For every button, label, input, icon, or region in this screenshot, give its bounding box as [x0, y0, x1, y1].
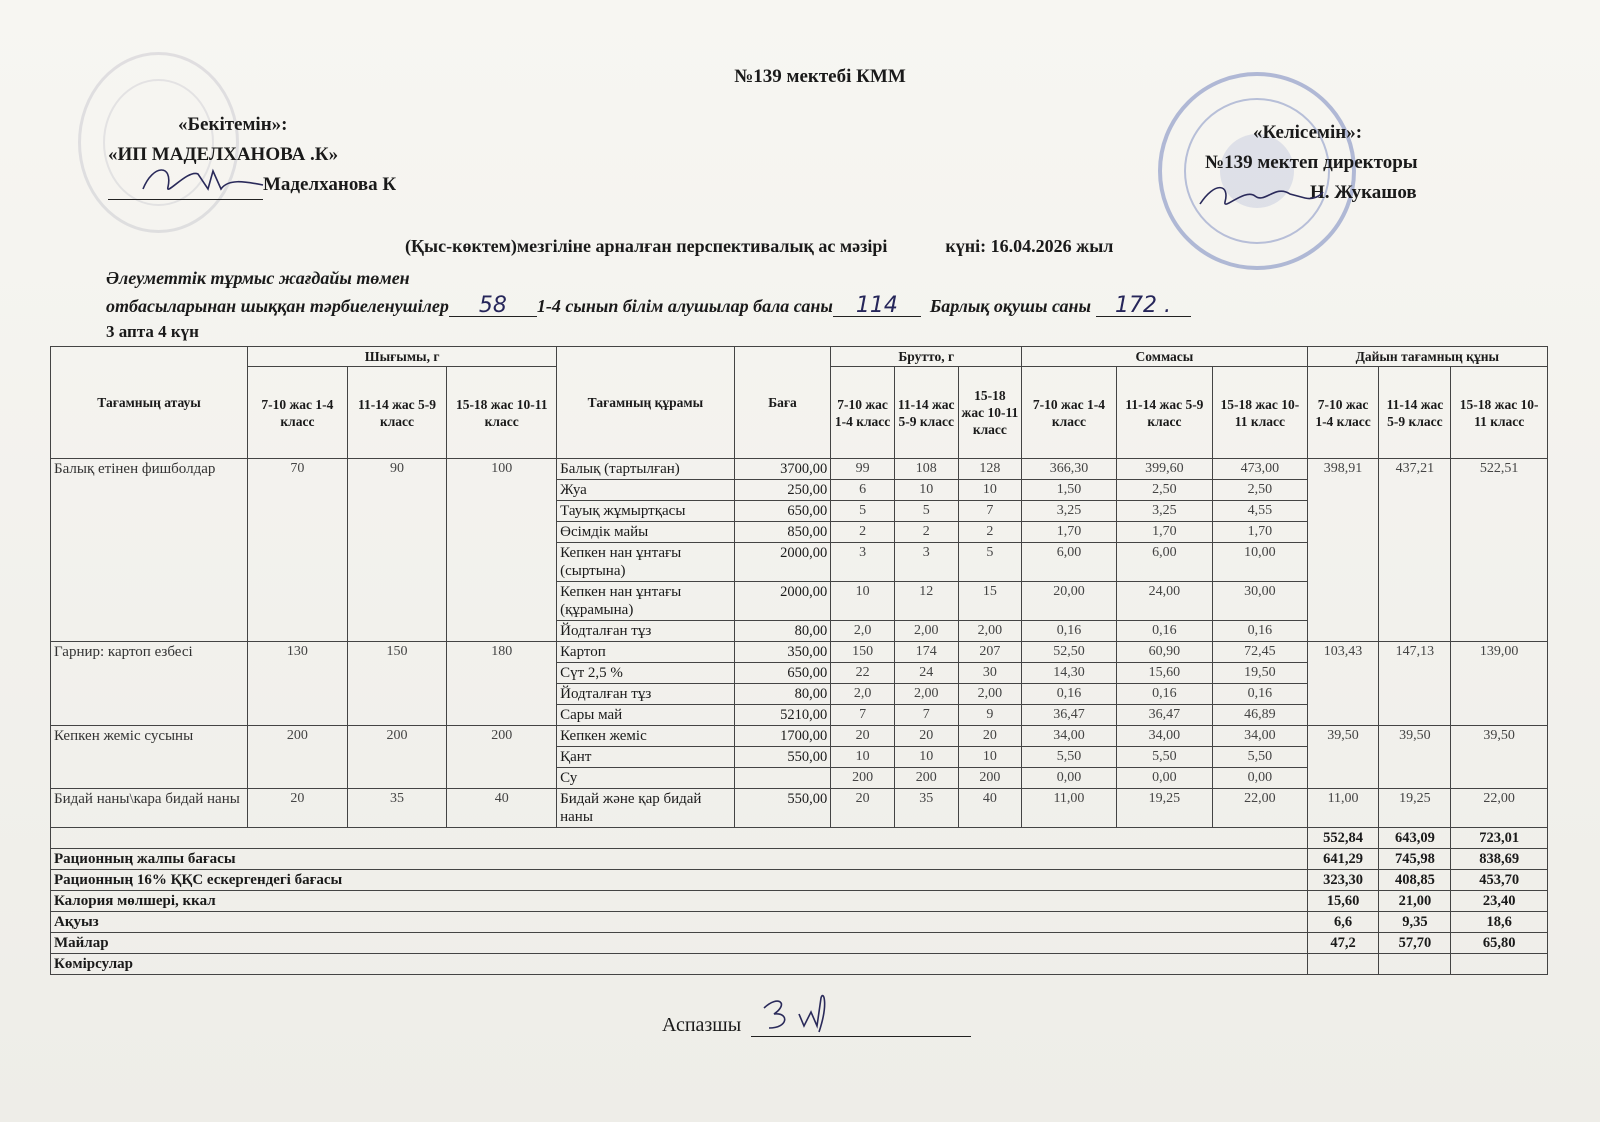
ingredient-sum: 0,16 — [1022, 684, 1116, 705]
ingredient-name: Кепкен жеміс — [557, 726, 735, 747]
ingredient-gross: 2,00 — [958, 621, 1022, 642]
ingredient-gross: 22 — [831, 663, 895, 684]
ingredient-sum: 473,00 — [1213, 459, 1307, 480]
ingredient-sum: 5,50 — [1116, 747, 1213, 768]
ingredient-gross: 99 — [831, 459, 895, 480]
dish-yield: 150 — [347, 642, 447, 726]
ingredient-gross: 200 — [958, 768, 1022, 789]
ingredient-price: 850,00 — [734, 522, 831, 543]
ingredient-price: 80,00 — [734, 684, 831, 705]
cook-label: Аспазшы — [662, 1014, 742, 1036]
ingredient-sum: 2,50 — [1213, 480, 1307, 501]
ingredient-sum: 0,00 — [1022, 768, 1116, 789]
ingredient-name: Өсімдік майы — [557, 522, 735, 543]
ingredient-name: Кепкен нан ұнтағы (құрамына) — [557, 582, 735, 621]
ingredient-sum: 2,50 — [1116, 480, 1213, 501]
ingredient-sum: 4,55 — [1213, 501, 1307, 522]
th-sum-g2: 11-14 жас 5-9 класс — [1116, 367, 1213, 459]
th-gross: Брутто, г — [831, 347, 1022, 367]
ingredient-price: 550,00 — [734, 747, 831, 768]
agree-label: «Келісемін»: — [1253, 122, 1363, 143]
ingredient-sum: 5,50 — [1022, 747, 1116, 768]
ingredient-name: Сары май — [557, 705, 735, 726]
ingredient-sum: 36,47 — [1116, 705, 1213, 726]
ingredient-gross: 108 — [894, 459, 958, 480]
totals-row — [51, 849, 1548, 870]
th-dish: Тағамның атауы — [51, 347, 248, 459]
ingredient-gross: 30 — [958, 663, 1022, 684]
grade-count: 114 — [833, 296, 921, 317]
th-sum-g1: 7-10 жас 1-4 класс — [1022, 367, 1116, 459]
dish-yield: 200 — [248, 726, 348, 789]
ingredient-sum: 3,25 — [1116, 501, 1213, 522]
total-value: 552,84 — [1307, 828, 1379, 849]
ingredient-gross: 2,00 — [894, 684, 958, 705]
agree-signature — [1195, 176, 1325, 216]
dish-name: Бидай наны\кара бидай наны — [51, 789, 248, 828]
th-gross-g1: 7-10 жас 1-4 класс — [831, 367, 895, 459]
ingredient-sum: 1,70 — [1022, 522, 1116, 543]
ingredient-price: 2000,00 — [734, 543, 831, 582]
total-value: 453,70 — [1451, 870, 1548, 891]
dish-cost: 139,00 — [1451, 642, 1548, 726]
school-title: №139 мектебі КММ — [734, 66, 906, 87]
total-value: 745,98 — [1379, 849, 1451, 870]
ingredient-price: 80,00 — [734, 621, 831, 642]
totals-row — [51, 954, 1548, 975]
th-cost-g3: 15-18 жас 10-11 класс — [1451, 367, 1548, 459]
dish-cost: 522,51 — [1451, 459, 1548, 642]
dish-cost: 437,21 — [1379, 459, 1451, 642]
approve-block — [108, 110, 396, 200]
ingredient-gross: 10 — [958, 480, 1022, 501]
th-cost-g1: 7-10 жас 1-4 класс — [1307, 367, 1379, 459]
ingredient-sum: 30,00 — [1213, 582, 1307, 621]
total-label: Ақуыз — [51, 912, 1308, 933]
ingredient-gross: 5 — [958, 543, 1022, 582]
dish-cost: 39,50 — [1451, 726, 1548, 789]
total-value — [1451, 954, 1548, 975]
approve-signature — [113, 159, 263, 199]
th-price: Баға — [734, 347, 831, 459]
ingredient-gross: 40 — [958, 789, 1022, 828]
ingredient-name: Жуа — [557, 480, 735, 501]
ingredient-price: 5210,00 — [734, 705, 831, 726]
ingredient-name: Су — [557, 768, 735, 789]
table-row — [51, 642, 1548, 663]
menu-body — [51, 459, 1548, 975]
ingredient-price: 3700,00 — [734, 459, 831, 480]
totals-row — [51, 912, 1548, 933]
approve-label: «Бекітемін»: — [178, 114, 288, 135]
ingredient-sum: 34,00 — [1022, 726, 1116, 747]
ingredient-gross: 35 — [894, 789, 958, 828]
ingredient-sum: 6,00 — [1022, 543, 1116, 582]
ingredient-sum: 0,00 — [1116, 768, 1213, 789]
dish-name: Балық етінен фишболдар — [51, 459, 248, 642]
ingredient-gross: 10 — [894, 480, 958, 501]
total-count: 172 . — [1096, 296, 1191, 317]
ingredient-price: 1700,00 — [734, 726, 831, 747]
total-value: 47,2 — [1307, 933, 1379, 954]
total-value: 6,6 — [1307, 912, 1379, 933]
ingredient-sum: 5,50 — [1213, 747, 1307, 768]
ingredient-sum: 52,50 — [1022, 642, 1116, 663]
ingredient-sum: 10,00 — [1213, 543, 1307, 582]
table-row — [51, 459, 1548, 480]
ingredient-gross: 128 — [958, 459, 1022, 480]
agree-block — [1205, 118, 1418, 208]
total-label: Майлар — [51, 933, 1308, 954]
ingredient-gross: 9 — [958, 705, 1022, 726]
total-value: 643,09 — [1379, 828, 1451, 849]
ingredient-gross: 20 — [831, 726, 895, 747]
total-value: 641,29 — [1307, 849, 1379, 870]
total-value: 65,80 — [1451, 933, 1548, 954]
total-value: 18,6 — [1451, 912, 1548, 933]
ingredient-gross: 12 — [894, 582, 958, 621]
menu-title-line — [405, 236, 1113, 257]
menu-table — [50, 346, 1548, 975]
th-composition: Тағамның құрамы — [557, 347, 735, 459]
social-count: 58 — [449, 296, 537, 317]
ingredient-gross: 10 — [831, 582, 895, 621]
table-row — [51, 726, 1548, 747]
cook-signature — [759, 994, 849, 1034]
ingredient-sum: 1,50 — [1022, 480, 1116, 501]
ingredient-sum: 14,30 — [1022, 663, 1116, 684]
ingredient-price: 2000,00 — [734, 582, 831, 621]
ingredient-name: Йодталған тұз — [557, 684, 735, 705]
ingredient-sum: 19,50 — [1213, 663, 1307, 684]
th-sum-g3: 15-18 жас 10-11 класс — [1213, 367, 1307, 459]
total-value: 723,01 — [1451, 828, 1548, 849]
grade-label: 1-4 сынып білім алушылар бала саны — [536, 296, 833, 316]
total-value: 21,00 — [1379, 891, 1451, 912]
approve-signature-line — [108, 181, 263, 200]
dish-name: Кепкен жеміс сусыны — [51, 726, 248, 789]
ingredient-sum: 20,00 — [1022, 582, 1116, 621]
ingredient-sum: 19,25 — [1116, 789, 1213, 828]
ingredient-sum: 3,25 — [1022, 501, 1116, 522]
ingredient-sum: 15,60 — [1116, 663, 1213, 684]
ingredient-sum: 36,47 — [1022, 705, 1116, 726]
th-yield-g1: 7-10 жас 1-4 класс — [248, 367, 348, 459]
agree-role: №139 мектеп директоры — [1205, 152, 1418, 173]
cook-signature-block — [662, 1014, 971, 1037]
cook-signature-line — [751, 1014, 971, 1037]
social-prefix: отбасыларынан шыққан тәрбиеленушілер — [106, 296, 449, 316]
ingredient-gross: 15 — [958, 582, 1022, 621]
ingredient-gross: 3 — [894, 543, 958, 582]
ingredient-gross: 5 — [831, 501, 895, 522]
ingredient-price: 350,00 — [734, 642, 831, 663]
totals-row — [51, 828, 1548, 849]
ingredient-sum: 0,00 — [1213, 768, 1307, 789]
totals-row — [51, 933, 1548, 954]
total-value: 9,35 — [1379, 912, 1451, 933]
ingredient-sum: 0,16 — [1213, 621, 1307, 642]
total-value: 23,40 — [1451, 891, 1548, 912]
dish-yield: 200 — [347, 726, 447, 789]
dish-yield: 180 — [447, 642, 557, 726]
ingredient-gross: 10 — [831, 747, 895, 768]
ingredient-gross: 20 — [958, 726, 1022, 747]
total-label: Рационның 16% ҚҚС ескергендегі бағасы — [51, 870, 1308, 891]
dish-yield: 90 — [347, 459, 447, 642]
ingredient-sum: 60,90 — [1116, 642, 1213, 663]
ingredient-gross: 10 — [958, 747, 1022, 768]
week-day: 3 апта 4 күн — [106, 322, 199, 341]
total-label: Рационның жалпы бағасы — [51, 849, 1308, 870]
dish-yield: 200 — [447, 726, 557, 789]
th-sum: Соммасы — [1022, 347, 1307, 367]
totals-row — [51, 891, 1548, 912]
ingredient-name: Кепкен нан ұнтағы (сыртына) — [557, 543, 735, 582]
dish-yield: 70 — [248, 459, 348, 642]
total-value: 408,85 — [1379, 870, 1451, 891]
dish-cost: 39,50 — [1379, 726, 1451, 789]
ingredient-gross: 20 — [894, 726, 958, 747]
ingredient-sum: 72,45 — [1213, 642, 1307, 663]
ingredient-gross: 7 — [894, 705, 958, 726]
social-line-1: Әлеуметтік тұрмыс жағдайы төмен — [106, 268, 410, 288]
total-label: Барлық оқушы саны — [929, 296, 1092, 316]
ingredient-gross: 7 — [958, 501, 1022, 522]
th-yield-g3: 15-18 жас 10-11 класс — [447, 367, 557, 459]
ingredient-sum: 34,00 — [1213, 726, 1307, 747]
menu-date: күні: 16.04.2026 жыл — [945, 236, 1114, 256]
ingredient-sum: 46,89 — [1213, 705, 1307, 726]
approve-name: Маделханова К — [263, 174, 397, 195]
dish-cost: 103,43 — [1307, 642, 1379, 726]
ingredient-name: Картоп — [557, 642, 735, 663]
ingredient-sum: 24,00 — [1116, 582, 1213, 621]
total-value: 323,30 — [1307, 870, 1379, 891]
ingredient-name: Балық (тартылған) — [557, 459, 735, 480]
ingredient-name: Йодталған тұз — [557, 621, 735, 642]
ingredient-price: 650,00 — [734, 663, 831, 684]
ingredient-gross: 10 — [894, 747, 958, 768]
th-yield: Шығымы, г — [248, 347, 557, 367]
menu-title: (Қыс-көктем)мезгіліне арналған перспективалық ас мәзірі — [405, 236, 888, 256]
social-block — [106, 264, 1191, 320]
ingredient-gross: 24 — [894, 663, 958, 684]
total-label: Көмірсулар — [51, 954, 1308, 975]
ingredient-gross: 2,00 — [958, 684, 1022, 705]
dish-name: Гарнир: картоп езбесі — [51, 642, 248, 726]
agree-name: Н. Жукашов — [1310, 182, 1417, 203]
ingredient-sum: 399,60 — [1116, 459, 1213, 480]
ingredient-price: 550,00 — [734, 789, 831, 828]
ingredient-gross: 207 — [958, 642, 1022, 663]
ingredient-gross: 2 — [958, 522, 1022, 543]
ingredient-sum: 1,70 — [1213, 522, 1307, 543]
ingredient-name: Қант — [557, 747, 735, 768]
dish-yield: 20 — [248, 789, 348, 828]
ingredient-gross: 2 — [894, 522, 958, 543]
dish-cost: 11,00 — [1307, 789, 1379, 828]
ingredient-sum: 11,00 — [1022, 789, 1116, 828]
ingredient-gross: 174 — [894, 642, 958, 663]
ingredient-price — [734, 768, 831, 789]
th-gross-g3: 15-18 жас 10-11 класс — [958, 367, 1022, 459]
dish-cost: 398,91 — [1307, 459, 1379, 642]
ingredient-gross: 2,00 — [894, 621, 958, 642]
totals-spacer — [51, 828, 1308, 849]
th-cost-g2: 11-14 жас 5-9 класс — [1379, 367, 1451, 459]
ingredient-sum: 366,30 — [1022, 459, 1116, 480]
ingredient-gross: 200 — [894, 768, 958, 789]
dish-yield: 35 — [347, 789, 447, 828]
total-value — [1307, 954, 1379, 975]
dish-cost: 19,25 — [1379, 789, 1451, 828]
total-value — [1379, 954, 1451, 975]
ingredient-sum: 0,16 — [1022, 621, 1116, 642]
approve-org: «ИП МАДЕЛХАНОВА .К» — [108, 144, 339, 165]
ingredient-gross: 200 — [831, 768, 895, 789]
ingredient-gross: 20 — [831, 789, 895, 828]
total-label: Калория мөлшері, ккал — [51, 891, 1308, 912]
ingredient-sum: 22,00 — [1213, 789, 1307, 828]
dish-yield: 100 — [447, 459, 557, 642]
ingredient-sum: 0,16 — [1213, 684, 1307, 705]
total-value: 838,69 — [1451, 849, 1548, 870]
ingredient-price: 250,00 — [734, 480, 831, 501]
th-cost: Дайын тағамның құны — [1307, 347, 1547, 367]
ingredient-gross: 150 — [831, 642, 895, 663]
total-value: 15,60 — [1307, 891, 1379, 912]
ingredient-sum: 0,16 — [1116, 684, 1213, 705]
ingredient-sum: 6,00 — [1116, 543, 1213, 582]
total-value: 57,70 — [1379, 933, 1451, 954]
dish-cost: 22,00 — [1451, 789, 1548, 828]
dish-yield: 130 — [248, 642, 348, 726]
ingredient-gross: 5 — [894, 501, 958, 522]
dish-cost: 147,13 — [1379, 642, 1451, 726]
ingredient-name: Тауық жұмыртқасы — [557, 501, 735, 522]
ingredient-gross: 3 — [831, 543, 895, 582]
ingredient-gross: 2 — [831, 522, 895, 543]
ingredient-sum: 34,00 — [1116, 726, 1213, 747]
ingredient-price: 650,00 — [734, 501, 831, 522]
ingredient-gross: 2,0 — [831, 684, 895, 705]
dish-yield: 40 — [447, 789, 557, 828]
th-gross-g2: 11-14 жас 5-9 класс — [894, 367, 958, 459]
ingredient-gross: 2,0 — [831, 621, 895, 642]
dish-cost: 39,50 — [1307, 726, 1379, 789]
ingredient-sum: 1,70 — [1116, 522, 1213, 543]
table-row — [51, 789, 1548, 828]
ingredient-name: Сүт 2,5 % — [557, 663, 735, 684]
th-yield-g2: 11-14 жас 5-9 класс — [347, 367, 447, 459]
ingredient-gross: 7 — [831, 705, 895, 726]
ingredient-sum: 0,16 — [1116, 621, 1213, 642]
ingredient-gross: 6 — [831, 480, 895, 501]
ingredient-name: Бидай және қар бидай наны — [557, 789, 735, 828]
totals-row — [51, 870, 1548, 891]
